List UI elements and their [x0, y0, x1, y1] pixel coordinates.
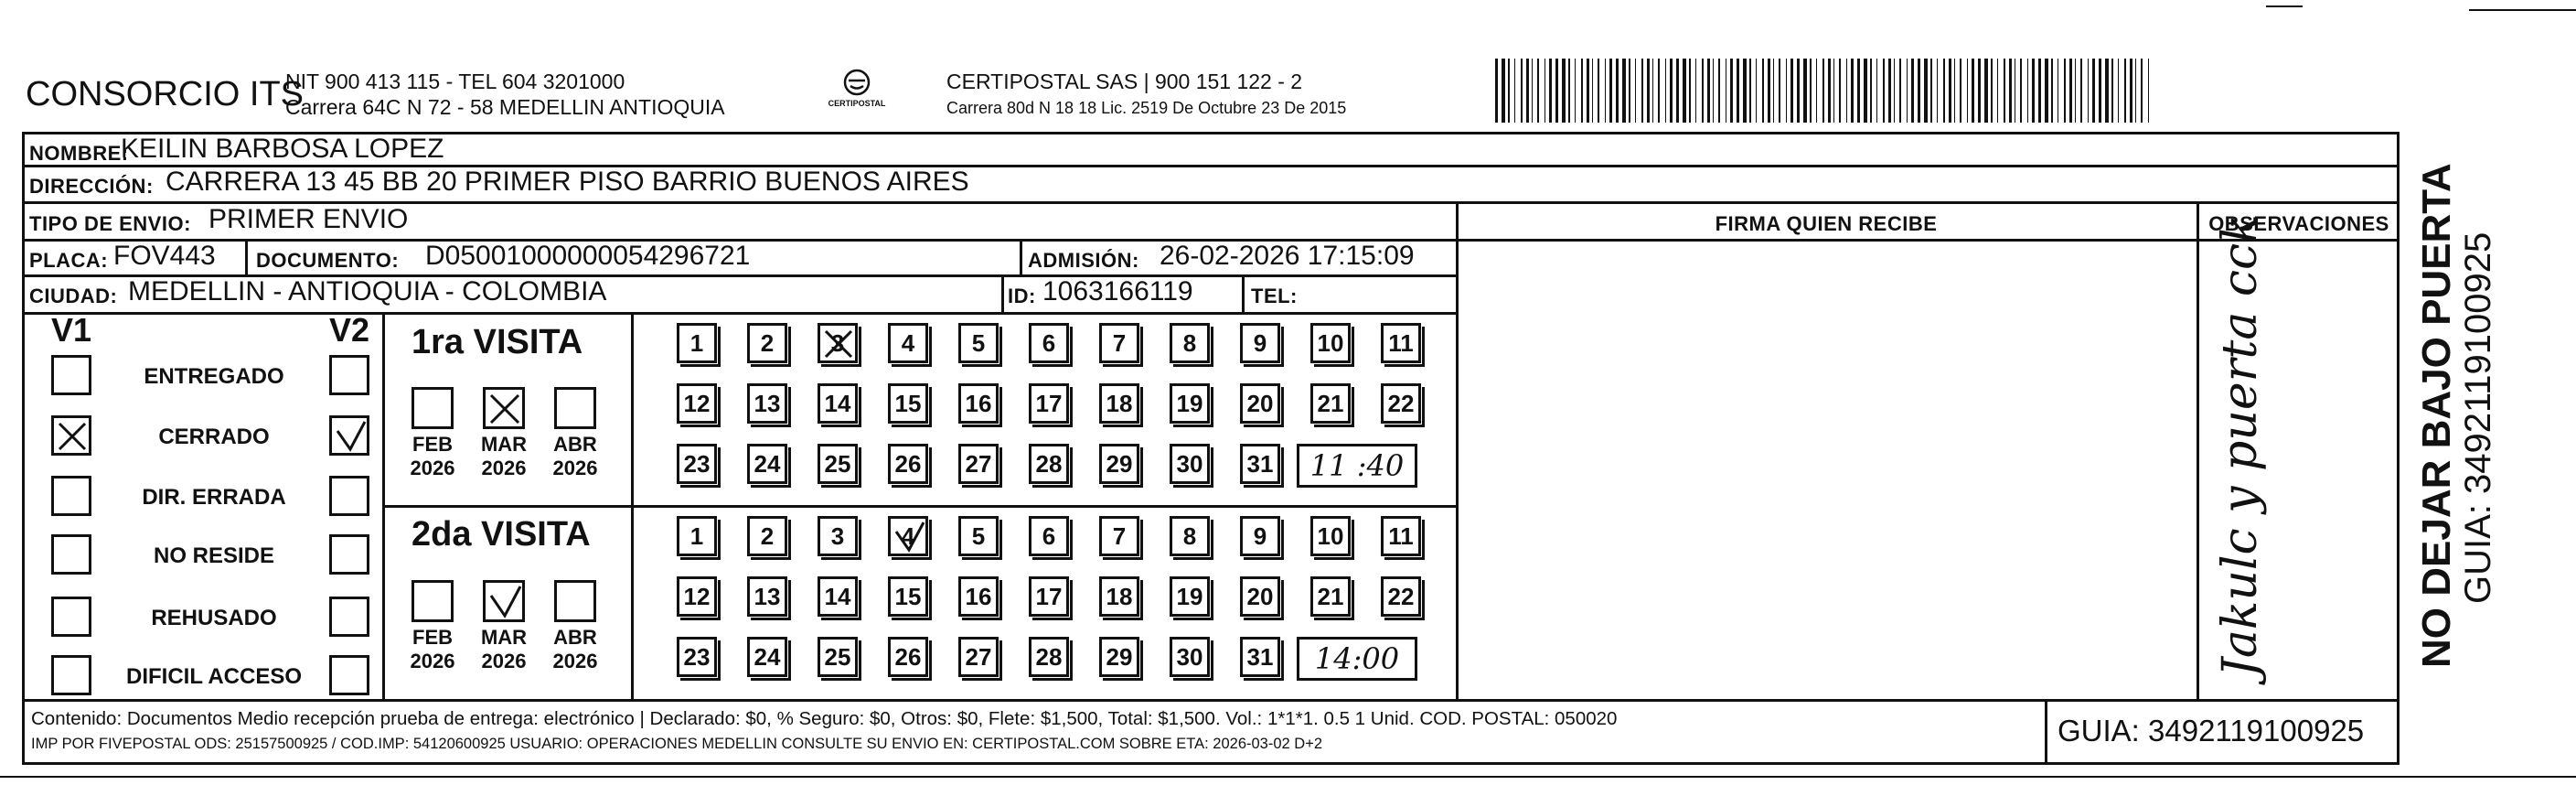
documento-label: DOCUMENTO:	[256, 249, 400, 272]
status-v2-checkbox[interactable]	[329, 597, 369, 637]
day-box[interactable]: 22	[1381, 383, 1421, 424]
day-number: 3	[830, 328, 845, 357]
tel-label: TEL:	[1251, 285, 1298, 307]
day-box[interactable]: 7	[1099, 323, 1139, 363]
v2-header: V2	[329, 311, 370, 349]
id-value: 1063166119	[1042, 276, 1193, 306]
month-label	[401, 433, 465, 480]
status-v2-checkbox[interactable]	[329, 355, 369, 395]
month-year: 2026	[410, 457, 455, 479]
month-year: 2026	[481, 457, 527, 479]
documento-value: D05001000000054296721	[425, 241, 751, 271]
day-box[interactable]: 6	[1029, 516, 1069, 556]
day-box[interactable]: 16	[958, 576, 999, 617]
day-box[interactable]: 15	[888, 383, 928, 424]
day-number: 4	[901, 522, 915, 550]
month-name: FEB	[412, 433, 453, 456]
page-bottom-line	[0, 776, 2576, 778]
month-checkbox[interactable]	[412, 387, 454, 429]
month-checkbox[interactable]	[554, 387, 596, 429]
day-box[interactable]: 29	[1099, 637, 1139, 677]
month-year: 2026	[552, 650, 598, 672]
month-year: 2026	[552, 457, 598, 479]
month-name: MAR	[480, 626, 528, 649]
visit1-title: 1ra VISITA	[412, 323, 583, 361]
day-box[interactable]: 31	[1240, 444, 1280, 484]
day-box[interactable]: 6	[1029, 323, 1069, 363]
visit2-title: 2da VISITA	[412, 515, 591, 554]
carrier-info-line1: CERTIPOSTAL SAS | 900 151 122 - 2	[946, 70, 1303, 93]
day-box[interactable]: 18	[1099, 576, 1139, 617]
day-box[interactable]: 1	[677, 323, 717, 363]
day-box[interactable]: 21	[1310, 383, 1351, 424]
admision-value: 26-02-2026 17:15:09	[1160, 241, 1415, 271]
month-label	[401, 626, 465, 673]
tipo-envio-value: PRIMER ENVIO	[208, 204, 409, 234]
imp-text: IMP POR FIVEPOSTAL ODS: 25157500925 / COD.IMP: 54120600925 USUARIO: OPERACIONES MEDELLIN CONSULTE SU ENVIO EN: CERTIPOSTAL.COM SOBRE ETA: 2026-03-02 D+2	[31, 736, 1323, 752]
day-box[interactable]: 27	[958, 444, 999, 484]
status-option-label: DIFICIL ACCESO	[125, 664, 302, 689]
day-box[interactable]: 12	[677, 576, 717, 617]
status-v2-checkbox[interactable]	[329, 415, 369, 456]
month-label	[472, 626, 536, 673]
cell-divider	[1242, 275, 1245, 312]
day-box[interactable]	[818, 323, 858, 363]
day-box[interactable]: 15	[888, 576, 928, 617]
day-box[interactable]: 22	[1381, 576, 1421, 617]
visit-time-box[interactable]: 11 :40	[1297, 444, 1417, 488]
day-box[interactable]: 2	[747, 323, 787, 363]
carrier-info-line2: Carrera 80d N 18 18 Lic. 2519 De Octubre 23 De 2015	[946, 99, 1347, 117]
ciudad-label: CIUDAD:	[29, 285, 118, 307]
day-box[interactable]: 24	[747, 637, 787, 677]
day-box[interactable]: 2	[747, 516, 787, 556]
admision-label: ADMISIÓN:	[1028, 249, 1139, 272]
direccion-value: CARRERA 13 45 BB 20 PRIMER PISO BARRIO BUENOS AIRES	[166, 167, 969, 197]
corner-mark	[2266, 5, 2303, 7]
month-name: ABR	[553, 626, 597, 649]
footer-divider	[22, 699, 2400, 702]
company-info-line1: NIT 900 413 115 - TEL 604 3201000	[285, 70, 625, 93]
no-dejar-bajo-puerta: NO DEJAR BAJO PUERTA	[2414, 163, 2459, 668]
v1-header: V1	[51, 311, 92, 349]
placa-label: PLACA:	[29, 249, 109, 272]
day-box[interactable]: 25	[818, 444, 858, 484]
logo-text: CERTIPOSTAL	[828, 99, 886, 108]
month-checkbox[interactable]	[483, 580, 525, 622]
observaciones-handwriting: Jakulc y puerta cck	[2213, 214, 2268, 677]
day-box[interactable]: 10	[1310, 516, 1351, 556]
day-box[interactable]: 20	[1240, 383, 1280, 424]
company-info-line2: Carrera 64C N 72 - 58 MEDELLIN ANTIOQUIA	[285, 95, 725, 119]
status-v2-checkbox[interactable]	[329, 476, 369, 516]
day-box[interactable]: 9	[1240, 323, 1280, 363]
month-name: FEB	[412, 626, 453, 649]
month-checkbox[interactable]	[483, 387, 525, 429]
guia-vertical: GUIA: 3492119100925	[2458, 231, 2498, 604]
day-box[interactable]: 30	[1170, 444, 1210, 484]
obs-left-border	[2197, 202, 2199, 699]
month-label	[472, 433, 536, 480]
corner-mark	[2469, 9, 2576, 11]
day-box[interactable]: 13	[747, 383, 787, 424]
nombre-label: NOMBRE:	[29, 142, 129, 165]
day-box[interactable]: 30	[1170, 637, 1210, 677]
guia-footer: GUIA: 3492119100925	[2058, 714, 2365, 747]
row-divider	[22, 312, 1458, 315]
day-box[interactable]: 10	[1310, 323, 1351, 363]
direccion-label: DIRECCIÓN:	[29, 175, 154, 198]
month-name: ABR	[553, 433, 597, 456]
signature-left-border	[1456, 202, 1459, 699]
month-checkbox[interactable]	[554, 580, 596, 622]
day-box[interactable]: 25	[818, 637, 858, 677]
day-box[interactable]: 17	[1029, 383, 1069, 424]
certipostal-logo	[825, 68, 889, 115]
month-label	[543, 626, 607, 673]
cell-divider	[1020, 240, 1022, 274]
status-v2-checkbox[interactable]	[329, 655, 369, 695]
day-box[interactable]: 12	[677, 383, 717, 424]
day-box[interactable]: 3	[818, 516, 858, 556]
day-box[interactable]: 19	[1170, 383, 1210, 424]
month-checkbox[interactable]	[412, 580, 454, 622]
day-box[interactable]: 4	[888, 323, 928, 363]
day-box[interactable]: 17	[1029, 576, 1069, 617]
placa-value: FOV443	[113, 241, 216, 271]
day-box[interactable]: 27	[958, 637, 999, 677]
month-year: 2026	[481, 650, 527, 672]
day-box[interactable]: 28	[1029, 637, 1069, 677]
day-box[interactable]: 5	[958, 516, 999, 556]
visit-divider	[382, 505, 1458, 508]
day-box[interactable]: 28	[1029, 444, 1069, 484]
guia-cell-border	[2045, 699, 2047, 765]
day-box[interactable]	[888, 516, 928, 556]
month-name: MAR	[480, 433, 528, 456]
day-box[interactable]: 31	[1240, 637, 1280, 677]
day-box[interactable]: 19	[1170, 576, 1210, 617]
observaciones-label: OBSERVACIONES	[2208, 212, 2389, 235]
status-v2-checkbox[interactable]	[329, 534, 369, 575]
day-box[interactable]: 14	[818, 383, 858, 424]
day-box[interactable]: 16	[958, 383, 999, 424]
visit-time-box[interactable]: 14:00	[1297, 637, 1417, 681]
status-option-label: DIR. ERRADA	[142, 485, 286, 510]
cell-divider	[1001, 275, 1004, 312]
day-box[interactable]: 26	[888, 637, 928, 677]
day-box[interactable]: 18	[1099, 383, 1139, 424]
day-box[interactable]: 26	[888, 444, 928, 484]
day-box[interactable]: 11	[1381, 323, 1421, 363]
day-box[interactable]: 23	[677, 444, 717, 484]
day-box[interactable]: 21	[1310, 576, 1351, 617]
id-label: ID:	[1008, 285, 1036, 307]
contenido-text: Contenido: Documentos Medio recepción prueba de entrega: electrónico | Declarado: $0, % Seguro: $0, Otros: $0, Flete: $1,500, Total: $1,500. Vol.: 1*1*1. 0.5 1 Unid. COD. POSTAL: 050020	[31, 708, 1618, 729]
day-box[interactable]: 14	[818, 576, 858, 617]
ciudad-value: MEDELLIN - ANTIOQUIA - COLOMBIA	[128, 276, 607, 306]
tipo-envio-label: TIPO DE ENVIO:	[29, 212, 191, 235]
day-box[interactable]: 20	[1240, 576, 1280, 617]
day-box[interactable]: 24	[747, 444, 787, 484]
nombre-value: KEILIN BARBOSA LOPEZ	[121, 134, 444, 164]
firma-label: FIRMA QUIEN RECIBE	[1715, 212, 1938, 235]
status-option-label: REHUSADO	[151, 606, 277, 630]
month-label	[543, 433, 607, 480]
day-box[interactable]: 29	[1099, 444, 1139, 484]
day-box[interactable]: 8	[1170, 516, 1210, 556]
day-box[interactable]: 11	[1381, 516, 1421, 556]
month-year: 2026	[410, 650, 455, 672]
day-box[interactable]: 5	[958, 323, 999, 363]
day-box[interactable]: 9	[1240, 516, 1280, 556]
day-box[interactable]: 1	[677, 516, 717, 556]
company-name: CONSORCIO ITS	[26, 75, 305, 113]
day-box[interactable]: 13	[747, 576, 787, 617]
status-option-label: CERRADO	[158, 425, 270, 449]
status-option-label: NO RESIDE	[153, 543, 275, 568]
day-box[interactable]: 23	[677, 637, 717, 677]
cell-divider	[245, 240, 248, 274]
barcode	[1495, 59, 2154, 123]
day-box[interactable]: 8	[1170, 323, 1210, 363]
day-box[interactable]: 7	[1099, 516, 1139, 556]
status-option-label: ENTREGADO	[144, 364, 284, 389]
